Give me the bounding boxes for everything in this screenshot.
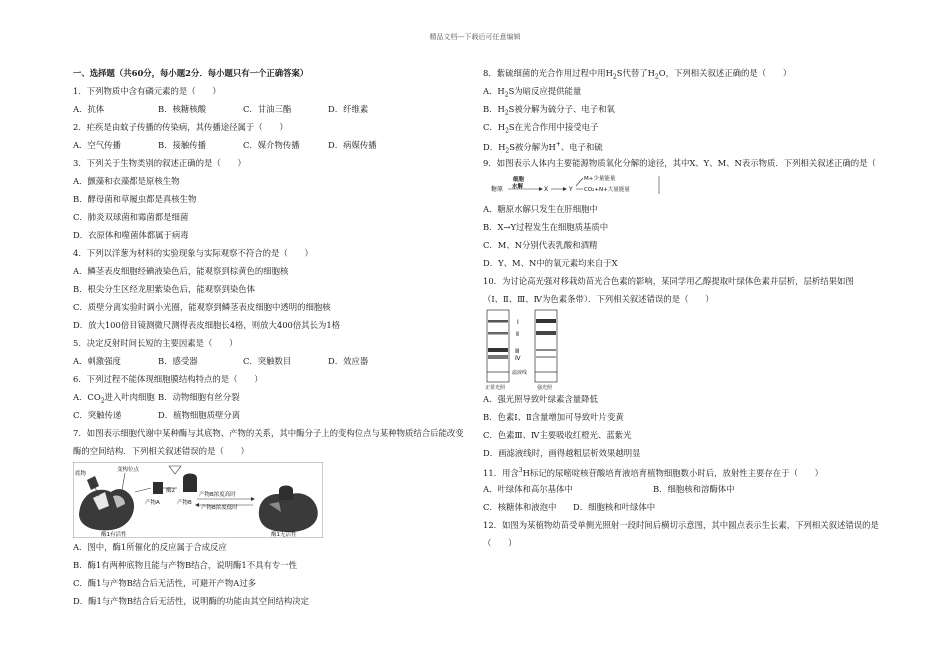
- q1-option-c[interactable]: C．甘油三酯: [243, 104, 292, 114]
- right-column: [483, 64, 883, 552]
- fig-line-label: 滤液线: [512, 370, 528, 376]
- fig-x-label: X: [544, 186, 549, 193]
- q7-option-b[interactable]: B．酶1有两种底物且能与产物B结合，说明酶1不具有专一性: [73, 560, 297, 570]
- q5-stem: 5．决定反射时间长短的主要因素是（ ）: [73, 338, 238, 348]
- q8-option-d[interactable]: D．$H_2S$被分解为H+、电子和硫: [483, 141, 603, 155]
- q1-options: [73, 100, 468, 118]
- q4-option-c[interactable]: C．质壁分离实验时调小光圈，能观察到鳞茎表皮细胞中透明的细胞核: [73, 302, 331, 312]
- q2-stem: 2．疟疾是由蚊子传播的传染病，其传播途径属于（ ）: [73, 122, 288, 132]
- fig-n-label: CO₂+N+大量能量: [584, 187, 630, 193]
- q9-option-a[interactable]: A．糖原水解只发生在肝细胞中: [483, 204, 598, 214]
- q6-option-a[interactable]: A．$CO_2$进入叶肉细胞: [73, 392, 155, 405]
- q8-option-b[interactable]: B．$H_2S$被分解为硫分子、电子和氧: [483, 104, 615, 117]
- q5-option-a[interactable]: A．刺激强度: [73, 356, 121, 366]
- q6-option-d[interactable]: D．植物细胞质壁分离: [158, 410, 241, 420]
- chromatography-diagram: [483, 308, 573, 390]
- q11-option-c[interactable]: C．核糖体和液泡中: [483, 502, 557, 512]
- q3-stem: 3．下列关于生物类别的叙述正确的是（ ）: [73, 158, 246, 168]
- fig-y-label: Y: [569, 186, 573, 193]
- q4-option-a[interactable]: A．鳞茎表皮细胞经碘液染色后，能观察到棕黄色的细胞核: [73, 266, 289, 276]
- fig-product-a-label: 产物A: [145, 500, 160, 506]
- fig-strong-label: 强光照: [537, 385, 553, 390]
- q3-option-a[interactable]: A．颤藻和衣藻都是原核生物: [73, 176, 180, 186]
- q6-option-c[interactable]: C．突触传递: [73, 410, 122, 420]
- q9-option-b[interactable]: B．X→Y过程发生在细胞质基质中: [483, 222, 609, 232]
- q1-option-b[interactable]: B．核糖核酸: [158, 104, 207, 114]
- q2-option-c[interactable]: C．媒介物传播: [243, 140, 300, 150]
- q12-stem-line2: （ ）: [483, 538, 517, 548]
- q3-option-c[interactable]: C．肺炎双球菌和霉菌都是细菌: [73, 212, 189, 222]
- q8-option-a[interactable]: A．$H_2S$为暗反应提供能量: [483, 86, 582, 99]
- metabolism-pathway-diagram: [483, 172, 663, 200]
- q5-option-c[interactable]: C．突触数目: [243, 356, 292, 366]
- q4-option-d[interactable]: D．放大100倍目镜测微尺测得表皮细胞长4格，则放大400倍其长为1格: [73, 320, 341, 330]
- q7-figure: [73, 462, 468, 538]
- fig-m-label: M+少量能量: [584, 176, 616, 182]
- q9-option-d[interactable]: D．Y、M、N中的氧元素均来自于X: [483, 258, 618, 268]
- left-column: [73, 64, 468, 610]
- fig-band-iii-label: Ⅲ: [515, 348, 520, 355]
- q10-figure: [483, 308, 883, 390]
- fig-band-iv-label: Ⅳ: [515, 355, 521, 362]
- fig-high-label: 产物B浓度高时: [199, 492, 236, 498]
- q9-figure: [483, 172, 883, 200]
- q6-options-row1: [73, 388, 468, 406]
- q7-stem-line2: 酶的空间结构．下列相关叙述错误的是（ ）: [73, 446, 249, 456]
- q8-option-c[interactable]: C．$H_2S$在光合作用中接受电子: [483, 122, 599, 135]
- fig-low-label: 产物B浓度低时: [201, 505, 238, 511]
- q6-stem: 6．下列过程不能体现细胞膜结构特点的是（ ）: [73, 374, 263, 384]
- q7-option-c[interactable]: C．酶1与产物B结合后无活性，可避开产物A过多: [73, 578, 257, 588]
- q9-stem: 9．如图表示人体内主要能源物质氧化分解的途径，其中X、Y、M、N表示物质．下列相关叙述正确的是（: [483, 158, 876, 168]
- q7-stem-line1: 7．如图表示细胞代谢中某种酶与其底物、产物的关系，其中酶分子上的变构位点与某种物质结合后能改变: [73, 428, 464, 438]
- q5-options: [73, 352, 468, 370]
- q5-option-d[interactable]: D．效应器: [328, 356, 369, 366]
- q6-option-b[interactable]: B．动物细胞有丝分裂: [158, 392, 240, 402]
- q7-option-d[interactable]: D．酶1与产物B结合后无活性，说明酶的功能由其空间结构决定: [73, 596, 309, 606]
- q1-stem: 1．下列物质中含有磷元素的是（ ）: [73, 86, 221, 96]
- q8-stem: 8．紫硫细菌的光合作用过程中用$H_2S$代替了$H_2O$，下列相关叙述正确的是（ ）: [483, 68, 792, 81]
- q7-option-a[interactable]: A．图中，酶1所催化的反应属于合成反应: [73, 542, 227, 552]
- fig-hydrolysis-label: 细胞水解: [512, 177, 525, 190]
- fig-glycogen-label: 糖原: [491, 186, 504, 193]
- fig-product-b-label: 产物B: [177, 500, 192, 506]
- q9-option-c[interactable]: C．M、N分别代表乳酸和酒精: [483, 240, 598, 250]
- q10-stem-line2: （Ⅰ、Ⅱ、Ⅲ、Ⅳ为色素条带）．下列相关叙述错误的是（ ）: [483, 294, 714, 304]
- fig-active-label: 酶1有活性: [101, 532, 127, 538]
- enzyme-diagram: [73, 462, 323, 538]
- fig-band-i-label: Ⅰ: [517, 319, 519, 326]
- q11-options-row1: [483, 480, 883, 498]
- page-header: 精品文档---下载后可任意编辑: [429, 33, 521, 41]
- q11-option-a[interactable]: A．叶绿体和高尔基体中: [483, 484, 573, 494]
- q3-option-b[interactable]: B．酵母菌和草履虫都是真核生物: [73, 194, 197, 204]
- q11-option-b[interactable]: B．细胞核和溶酶体中: [653, 484, 735, 494]
- section-title: 一、选择题（共60分，每小题2分．每小题只有一个正确答案）: [73, 68, 309, 78]
- q4-stem: 4．下列以洋葱为材料的实验现象与实际观察不符合的是（ ）: [73, 248, 313, 258]
- q2-option-d[interactable]: D．病媒传播: [328, 140, 377, 150]
- q11-options-row2: [483, 498, 883, 516]
- fig-substrate-label: 底物: [75, 471, 87, 477]
- q4-option-b[interactable]: B．根尖分生区经龙胆紫染色后，能观察到染色体: [73, 284, 256, 294]
- fig-site-label: 变构位点: [117, 467, 140, 473]
- q11-stem: 11．用含$^3$H标记的尿嘧啶核苷酸培育液培育植物细胞数小时后，放射性主要存在于（ ）: [483, 467, 824, 478]
- q10-option-b[interactable]: B．色素Ⅰ、Ⅱ含量增加可导致叶片变黄: [483, 412, 624, 422]
- fig-normal-label: 正常光照: [485, 385, 506, 390]
- fig-enzyme2-label: 酶2: [166, 488, 175, 494]
- q2-options: [73, 136, 468, 154]
- fig-inactive-label: 酶1无活性: [271, 532, 297, 538]
- q2-option-b[interactable]: B．接触传播: [158, 140, 207, 150]
- q6-options-row2: [73, 406, 468, 424]
- q12-stem-line1: 12．如图为某植物幼苗受单侧光照射一段时间后横切示意图，其中圆点表示生长素，下列相关叙述错误的是: [483, 520, 879, 530]
- q1-option-a[interactable]: A．抗体: [73, 104, 105, 114]
- q3-option-d[interactable]: D．衣原体和噬菌体都属于病毒: [73, 230, 189, 240]
- q10-stem-line1: 10．为讨论高光强对移栽幼苗光合色素的影响，某同学用乙醇提取叶绿体色素并层析，层析结果如图: [483, 276, 854, 286]
- q10-option-d[interactable]: D．画滤液线时，画得越粗层析效果越明显: [483, 448, 641, 458]
- fig-band-ii-label: Ⅱ: [516, 331, 519, 338]
- q10-option-a[interactable]: A．强光照导致叶绿素含量降低: [483, 394, 598, 404]
- q5-option-b[interactable]: B．感受器: [158, 356, 198, 366]
- q1-option-d[interactable]: D．纤维素: [328, 104, 369, 114]
- q11-option-d[interactable]: D．细胞核和叶绿体中: [573, 502, 656, 512]
- q2-option-a[interactable]: A．空气传播: [73, 140, 121, 150]
- q10-option-c[interactable]: C．色素Ⅲ、Ⅳ主要吸收红橙光、蓝紫光: [483, 430, 632, 440]
